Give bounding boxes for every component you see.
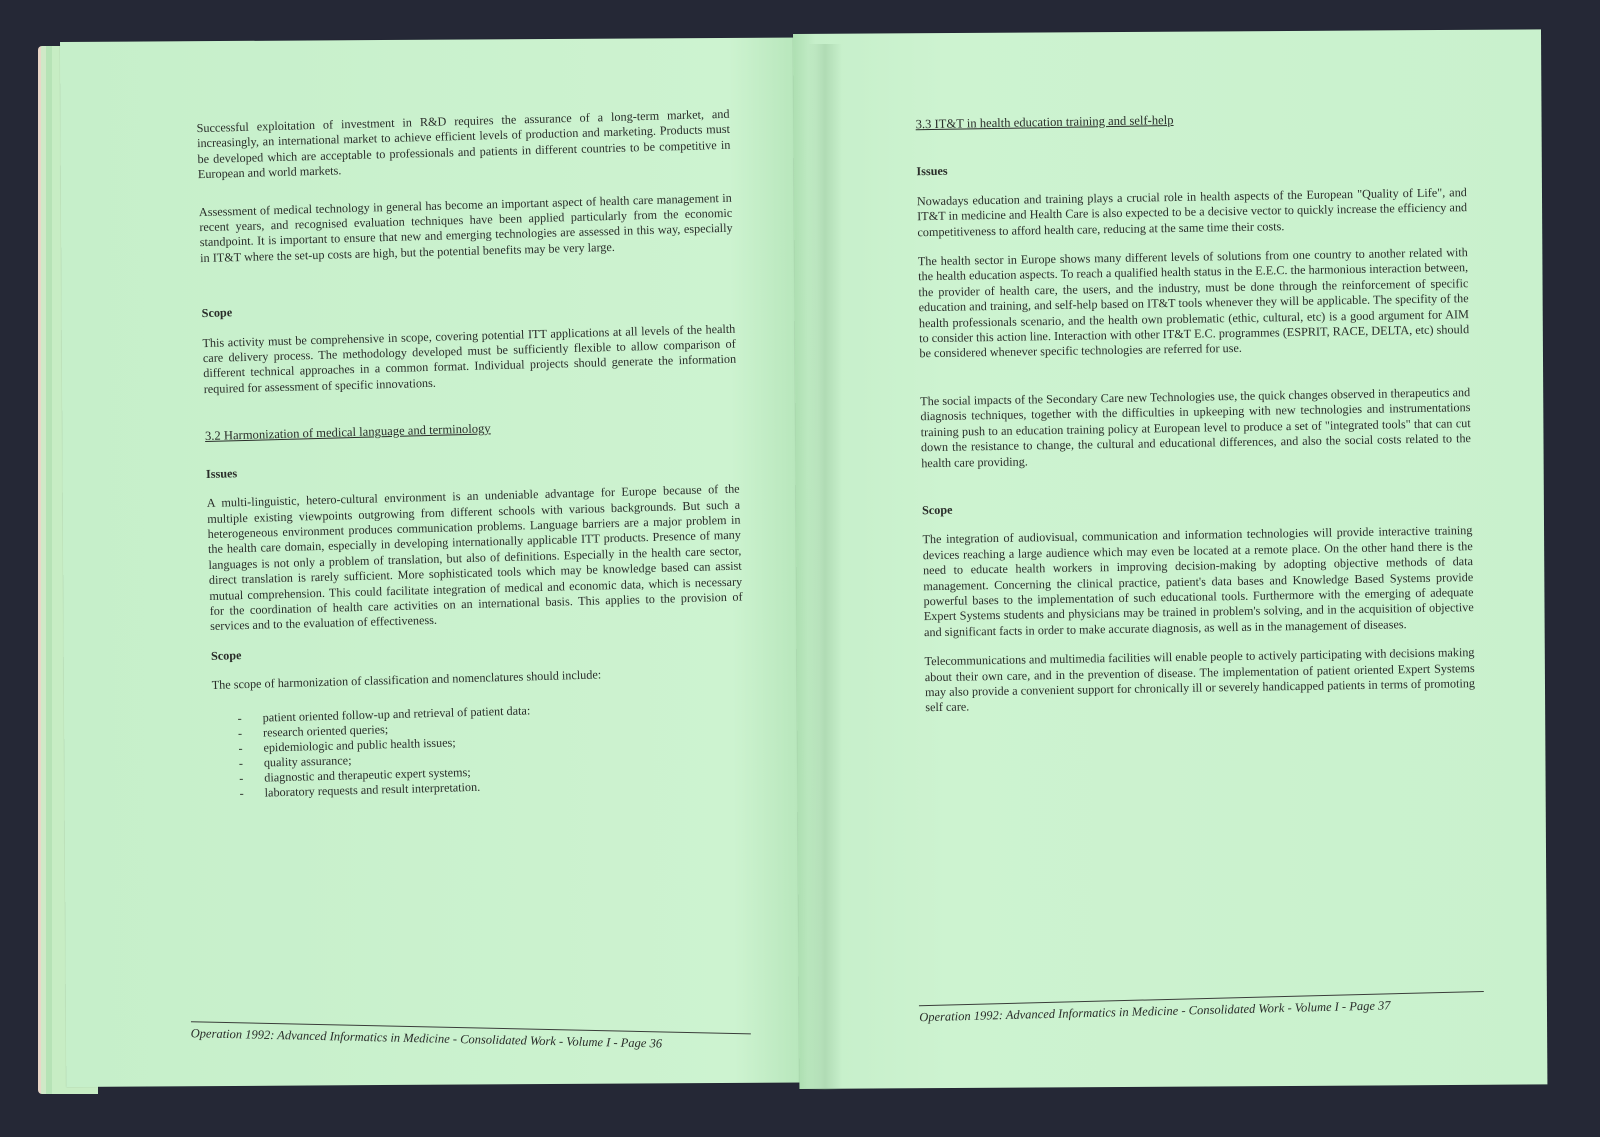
page-footer (919, 991, 1484, 1025)
paragraph: The health sector in Europe shows many different levels of solutions from one country to another related with the health education aspects. To reach a qualified health status in the E.E.C. the harmonious interaction between, the provider of health care, the users, and the industry, must be done through the reinforcement of specific education and training, and self-help based on IT&T tools whenever they will be applicable. The specifity of the health professionals scenario, and the health own problematic (ethic, cultural, etc) is a good argument for AIM to consider this action line. Interaction with other IT&T E.C. programmes (ESPRIT, RACE, DELTA, etc) should be considered whenever specific technologies are referred for use. (917, 245, 1470, 361)
issues-heading: Issues (205, 465, 238, 481)
paragraph: Successful exploitation of investment in R&D requires the assurance of a long-term market, and increasingly, an international market to achieve efficient levels of production and marketing. Products must be developed which are acceptable to professionals and patients in different countries to be competitive in European and world markets. (196, 106, 731, 182)
section-title: 3.3 IT&T in health education training and self-help (915, 112, 1174, 132)
list-item: - research oriented queries; (237, 721, 389, 740)
paragraph: This activity must be comprehensive in scope, covering potential ITT applications at all levels of the health care delivery process. The methodology developed must be sufficiently flexible to allow comparison of different technical approaches in a common format. Individual projects should generate the information required for assessment of specific innovations. (202, 321, 737, 396)
book-gutter (808, 44, 842, 1090)
footer-text: Operation 1992: Advanced Informatics in Medicine - Consolidated Work - Volume I - Page 37 (919, 998, 1391, 1025)
list-item: - quality assurance; (238, 752, 352, 770)
paragraph: Telecommunications and multimedia facilities will enable people to actively participating with decisions making about their own care, and in the prevention of disease. The implementation of patient oriented Expert Systems may also provide a convenient support for chronically ill or severely handicapped patients in terms of promoting self care. (924, 645, 1476, 715)
list-item: - epidemiologic and public health issues; (238, 734, 456, 755)
section-title: 3.2 Harmonization of medical language and terminology (204, 421, 491, 444)
issues-heading: Issues (916, 164, 948, 179)
paragraph: Assessment of medical technology in general has become an important aspect of health care management in recent years, and recognised evaluation techniques have been applied particularly from the economic standpoint. It is important to ensure that new and emerging technologies are assessed in this way, especially in IT&T where the set-up costs are high, but the potential benefits may be very large. (198, 190, 733, 265)
scope-heading: Scope (210, 647, 242, 663)
paragraph: A multi-linguistic, hetero-cultural environment is an undeniable advantage for Europe because of the multiple existing viewpoints outgrowing from different schools with various backgrounds. But such a heterogeneous environment produces communication problems. Language barriers are a major problem in the health care domain, especially in developing internationally applicable ITT products. Presence of many languages is not only a problem of translation, but also of definitions. Especially in the health care sector, direct translation is rarely sufficient. More sophisticated tools which may be knowledge based can assist mutual comprehension. This could facilitate integration of medical and economic data, which is necessary for the coordination of health care activities on an international basis. This applies to the provision of services and to the evaluation of effectiveness. (206, 481, 743, 634)
right-page-body (916, 108, 1476, 730)
right-page (793, 29, 1547, 1089)
page-footer (191, 1021, 751, 1053)
open-booklet (38, 34, 1548, 1094)
paragraph: The integration of audiovisual, communication and information technologies will provide interactive training devices reaching a large audience which may even be located at a remote place. On the other hand there is the need to educate health workers in improving decision-making by adopting objective methods of data management. Concerning the clinical practice, patient's data bases and Knowledge Based Systems provide powerful bases to the implementation of such educational tools. Furthermore with the emerging of adequate Expert Systems students and physicians may be trained in problem's solving, and in the acquisition of objective and significant facts in order to make accurate diagnosis, as well as in the management of diseases. (922, 523, 1474, 639)
list-item: - diagnostic and therapeutic expert systems; (239, 764, 471, 785)
paragraph: Nowadays education and training plays a crucial role in health aspects of the European "Quality of Life", and IT&T in medicine and Health Care is also expected to be a decisive vector to quickly increase the efficiency and competitiveness to afford health care, reducing at the same time their costs. (916, 184, 1468, 239)
list-item: - laboratory requests and result interpretation. (239, 779, 481, 800)
scope-heading: Scope (201, 305, 233, 321)
scope-list (212, 697, 747, 801)
left-page-body (196, 107, 747, 802)
paragraph: The scope of harmonization of classification and nomenclatures should include: (211, 667, 602, 693)
footer-text: Operation 1992: Advanced Informatics in Medicine - Consolidated Work - Volume I - Page 36 (190, 1026, 663, 1051)
paragraph: The social impacts of the Secondary Care new Technologies use, the quick changes observed in therapeutics and diagnosis techniques, together with the difficulties in upkeeping with new technologies and instrumentations training push to an education training policy at European level to produce a set of "integrated tools" that can cut down the resistance to change, the cultural and educational differences, and also the social costs related to the health care providing. (920, 384, 1472, 470)
scope-heading: Scope (921, 502, 953, 518)
list-item: - patient oriented follow-up and retrieval of patient data: (237, 702, 531, 725)
left-page (60, 37, 826, 1087)
